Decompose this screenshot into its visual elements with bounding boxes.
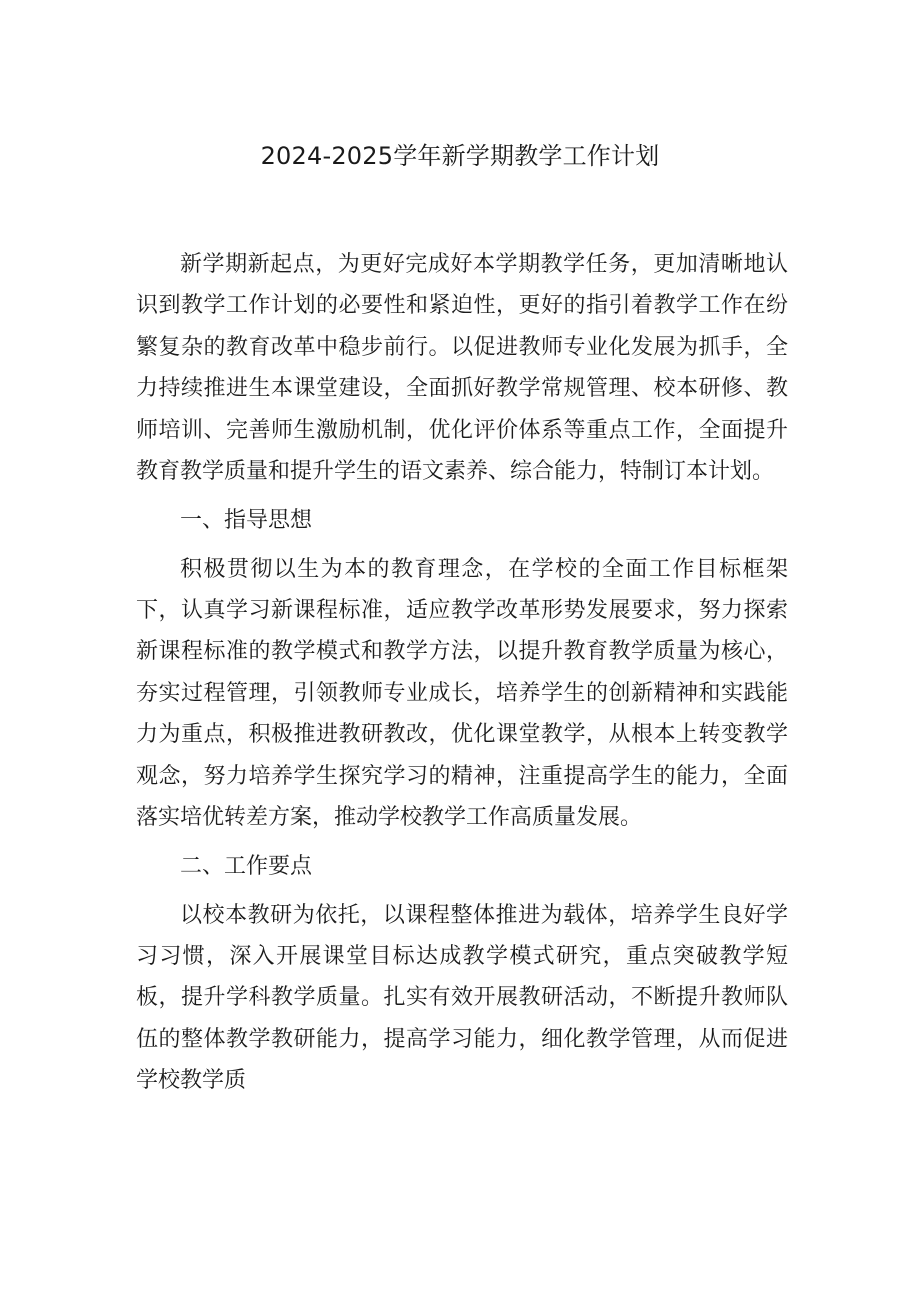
document-body xyxy=(136,244,788,1102)
document-title: 2024-2025学年新学期教学工作计划 xyxy=(260,142,660,170)
guiding-ideology-paragraph: 积极贯彻以生为本的教育理念，在学校的全面工作目标框架下，认真学习新课程标准，适应教学改革形势发展要求，努力探索新课程标准的教学模式和教学方法，以提升教育教学质量为核心，夯实过程管理，引领教师专业成长，培养学生的创新精神和实践能力为重点，积极推进教研教改，优化课堂教学，从根本上转变教学观念，努力培养学生探究学习的精神，注重提高学生的能力，全面落实培优转差方案，推动学校教学工作高质量发展。 xyxy=(136,556,788,831)
section-heading-work-points: 二、工作要点 xyxy=(180,853,313,879)
section-heading-guiding-ideology: 一、指导思想 xyxy=(180,507,313,533)
work-points-paragraph: 以校本教研为依托，以课程整体推进为载体，培养学生良好学习习惯，深入开展课堂目标达成教学模式研究，重点突破教学短板，提升学科教学质量。扎实有效开展教研活动，不断提升教师队伍的整体教学教研能力，提高学习能力，细化教学管理，从而促进学校教学质 xyxy=(136,902,788,1094)
intro-paragraph: 新学期新起点，为更好完成好本学期教学任务，更加清晰地认识到教学工作计划的必要性和紧迫性，更好的指引着教学工作在纷繁复杂的教育改革中稳步前行。以促进教师专业化发展为抓手，全力持续推进生本课堂建设，全面抓好教学常规管理、校本研修、教师培训、完善师生激励机制，优化评价体系等重点工作，全面提升教育教学质量和提升学生的语文素养、综合能力，特制订本计划。 xyxy=(136,252,788,485)
